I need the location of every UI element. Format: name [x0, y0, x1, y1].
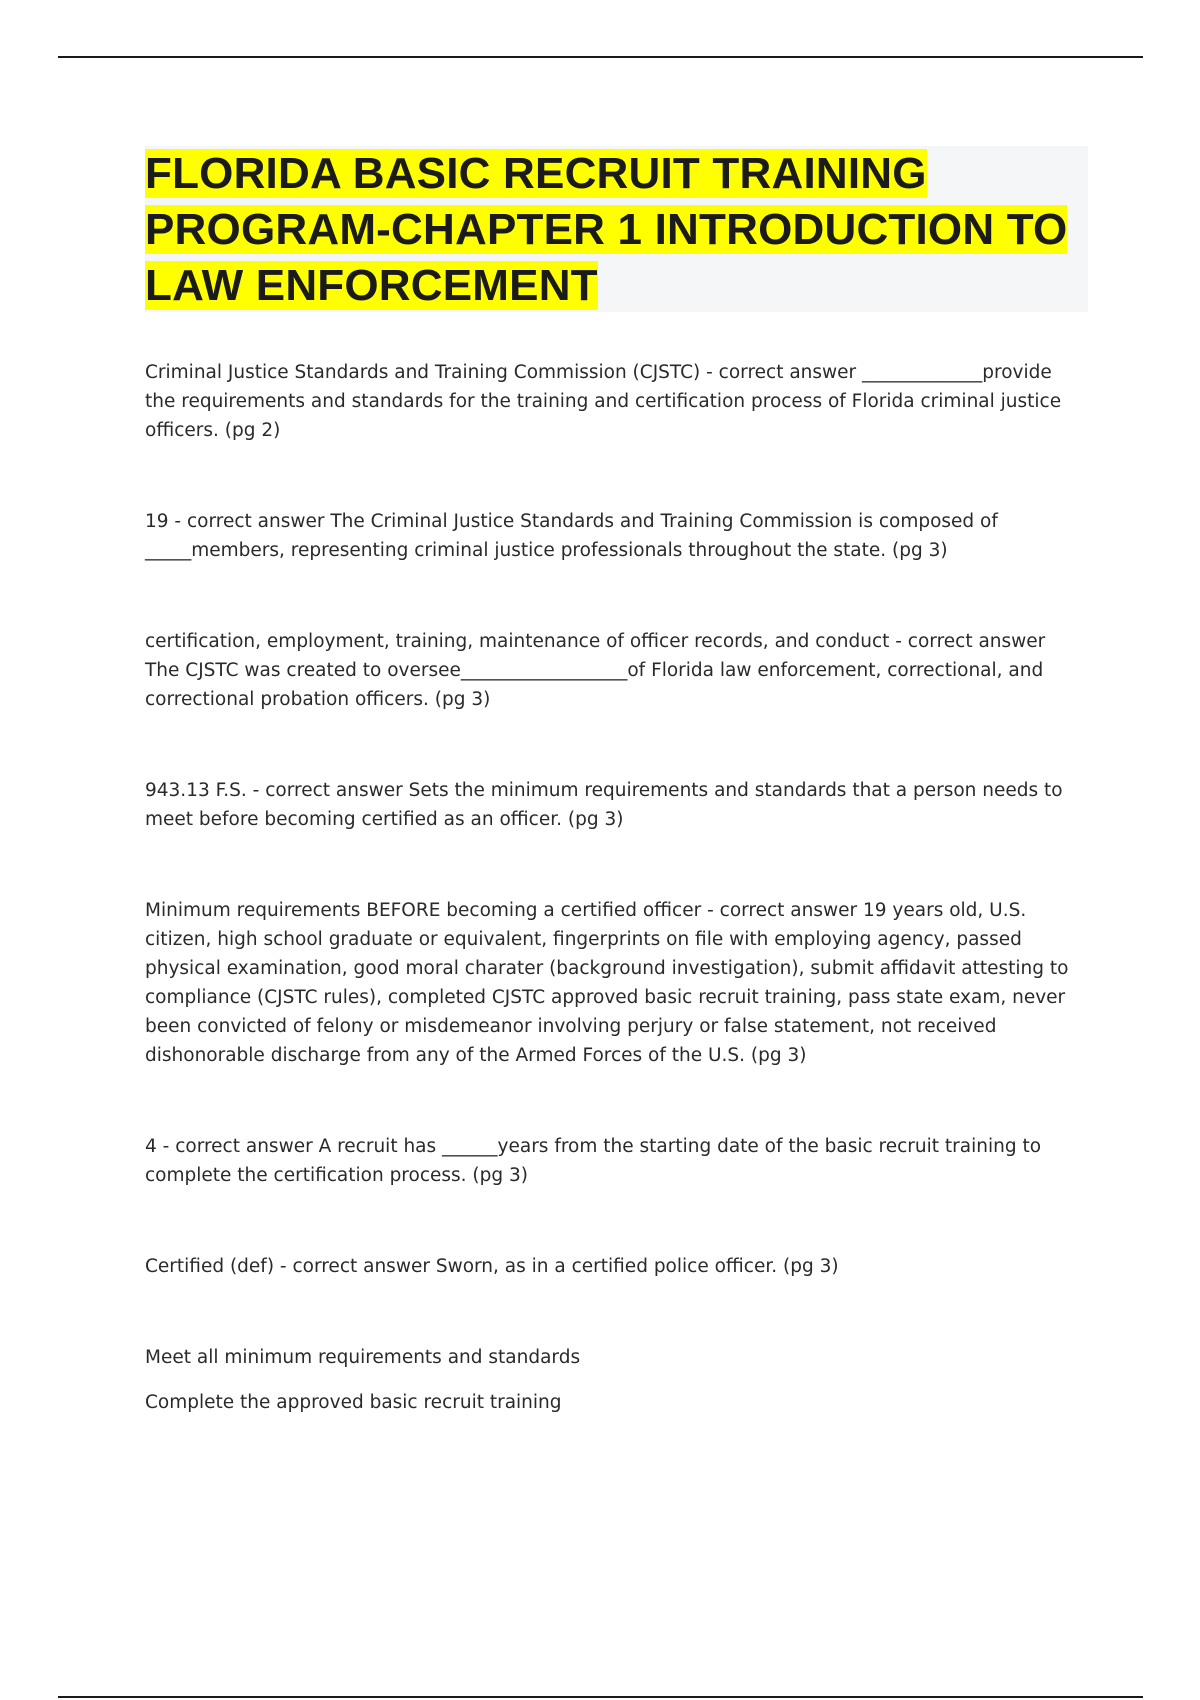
title-highlight: FLORIDA BASIC RECRUIT TRAINING PROGRAM-CHAPTER 1 INTRODUCTION TO LAW ENFORCEMENT [145, 149, 1068, 310]
flashcard-943-13-fs: 943.13 F.S. - correct answer Sets the minimum requirements and standards that a person needs to meet before becoming certified as an officer. (pg 3) [145, 780, 1063, 830]
flashcard-cjstc: Criminal Justice Standards and Training Commission (CJSTC) - correct answer _____________provide the requirements and standards for the training and certification process of Florida criminal justice officers. (pg 2) [145, 362, 1062, 441]
flashcard-list [145, 358, 1085, 1417]
bottom-rule [58, 1696, 1143, 1698]
top-rule [58, 56, 1143, 58]
flashcard-commission-members: 19 - correct answer The Criminal Justice Standards and Training Commission is composed of _____members, representing criminal justice professionals throughout the state. (pg 3) [145, 511, 998, 561]
list-item: Meet all minimum requirements and standards [145, 1347, 581, 1368]
flashcard-certified-def: Certified (def) - correct answer Sworn, as in a certified police officer. (pg 3) [145, 1256, 839, 1277]
list-item: Complete the approved basic recruit training [145, 1392, 562, 1413]
title-block [145, 146, 1088, 312]
page-title [145, 146, 1088, 314]
flashcard-certification-years: 4 - correct answer A recruit has ______years from the starting date of the basic recruit training to complete the certification process. (pg 3) [145, 1136, 1042, 1186]
flashcard-cjstc-oversight: certification, employment, training, maintenance of officer records, and conduct - correct answer The CJSTC was created to oversee__________________of Florida law enforcement, correctional, and correctional probation officers. (pg 3) [145, 631, 1046, 710]
flashcard-minimum-requirements: Minimum requirements BEFORE becoming a certified officer - correct answer 19 years old, U.S. citizen, high school graduate or equivalent, fingerprints on file with employing agency, passed physical examination, good moral charater (background investigation), submit affidavit attesting to compliance (CJSTC rules), completed CJSTC approved basic recruit training, pass state exam, never been convicted of felony or misdemeanor involving perjury or false statement, not received dishonorable discharge from any of the Armed Forces of the U.S. (pg 3) [145, 900, 1069, 1066]
